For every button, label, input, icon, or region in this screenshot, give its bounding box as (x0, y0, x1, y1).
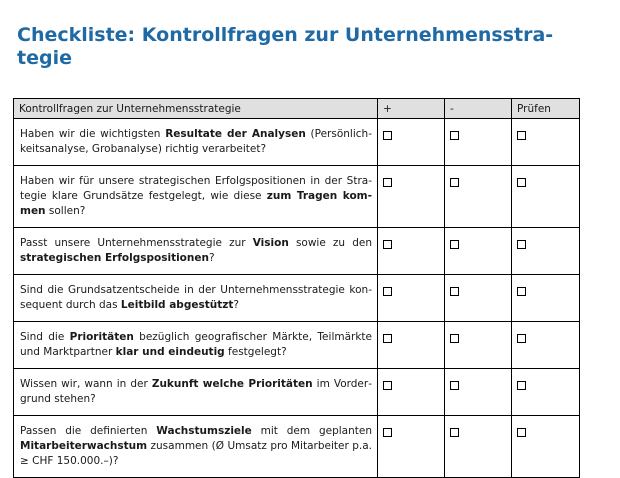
question-cell (14, 369, 378, 416)
question-emphasis: Zukunft welche Prioritäten (151, 378, 313, 390)
checkbox-minus-cell (445, 228, 512, 275)
question-cell (14, 322, 378, 369)
checkbox-check-cell (512, 228, 580, 275)
checkbox-minus-cell (445, 322, 512, 369)
question-emphasis: Wachstumsziele (156, 425, 252, 437)
checklist-body (14, 119, 580, 478)
header-minus: - (445, 99, 512, 119)
question-emphasis: klar und eindeutig (115, 346, 225, 358)
table-row (14, 228, 580, 275)
checkbox-icon[interactable] (450, 381, 459, 390)
question-emphasis: Mitarbeiterwachstum (20, 440, 148, 452)
checkbox-icon[interactable] (450, 178, 459, 187)
table-row (14, 322, 580, 369)
question-emphasis: Prioritäten (69, 331, 134, 343)
question-cell (14, 228, 378, 275)
question-emphasis: Leitbild abgestützt (120, 299, 234, 311)
checkbox-icon[interactable] (517, 131, 526, 140)
checkbox-icon[interactable] (450, 240, 459, 249)
checkbox-check-cell (512, 322, 580, 369)
question-emphasis: zum Tragen kommen (20, 190, 372, 217)
checkbox-icon[interactable] (517, 287, 526, 296)
checkbox-check-cell (512, 275, 580, 322)
checkbox-plus-cell (378, 322, 445, 369)
checkbox-icon[interactable] (517, 428, 526, 437)
question-text: Haben wir für unsere strategischen Erfolgspositionen in der Strategie klare Grundsätze festgelegt, wie diese (20, 175, 372, 202)
checkbox-plus-cell (378, 416, 445, 478)
checkbox-icon[interactable] (383, 381, 392, 390)
header-plus: + (378, 99, 445, 119)
checkbox-icon[interactable] (517, 240, 526, 249)
checkbox-icon[interactable] (383, 428, 392, 437)
question-emphasis: strategischen Erfolgspositionen (20, 252, 209, 264)
checkbox-icon[interactable] (450, 287, 459, 296)
table-row (14, 119, 580, 166)
checkbox-icon[interactable] (517, 334, 526, 343)
checkbox-icon[interactable] (383, 334, 392, 343)
checkbox-icon[interactable] (517, 178, 526, 187)
checkbox-plus-cell (378, 228, 445, 275)
checkbox-icon[interactable] (517, 381, 526, 390)
question-text: ? (208, 252, 215, 264)
question-text: ? (233, 299, 239, 311)
question-text: (Persönlichkeitsanalyse, Grobanalyse) richtig verarbeitet? (20, 128, 372, 155)
question-text: Passen die definierten (20, 425, 157, 437)
question-text: sollen? (45, 205, 86, 217)
table-header-row (14, 99, 580, 119)
question-text: sowie zu den (288, 237, 372, 249)
document-title-line-1: Checkliste: Kontrollfragen zur Unternehmensstra- (17, 24, 554, 46)
header-check: Prüfen (512, 99, 580, 119)
table-row (14, 166, 580, 228)
header-question: Kontrollfragen zur Unternehmensstrategie (14, 99, 378, 119)
checkbox-plus-cell (378, 166, 445, 228)
question-cell (14, 275, 378, 322)
checkbox-minus-cell (445, 275, 512, 322)
checkbox-check-cell (512, 166, 580, 228)
table-row (14, 275, 580, 322)
checkbox-minus-cell (445, 166, 512, 228)
question-text: Haben wir die wichtigsten (20, 128, 166, 140)
question-emphasis: Resultate der Analysen (165, 128, 306, 140)
question-text: Sind die Grundsatzentscheide in der Unternehmensstrategie konsequent durch das (20, 284, 372, 311)
document-title-line-2: tegie (17, 47, 72, 69)
checkbox-minus-cell (445, 416, 512, 478)
checkbox-icon[interactable] (383, 287, 392, 296)
question-text: bezüglich geografischer Märkte, Teilmärkte und Marktpartner (20, 331, 372, 358)
question-text: im Vordergrund stehen? (20, 378, 372, 405)
checkbox-plus-cell (378, 369, 445, 416)
checkbox-check-cell (512, 416, 580, 478)
checkbox-icon[interactable] (383, 240, 392, 249)
table-row (14, 369, 580, 416)
checkbox-plus-cell (378, 119, 445, 166)
checkbox-icon[interactable] (383, 178, 392, 187)
question-text: zusammen (Ø Umsatz pro Mitarbeiter p.a. ≥ CHF 150.000.–)? (20, 440, 372, 467)
question-text: Passt unsere Unternehmensstrategie zur (20, 237, 253, 249)
checkbox-icon[interactable] (383, 131, 392, 140)
question-text: mit dem geplanten (251, 425, 372, 437)
question-cell (14, 166, 378, 228)
checkbox-icon[interactable] (450, 131, 459, 140)
question-emphasis: Vision (252, 237, 289, 249)
question-cell (14, 119, 378, 166)
question-text: Sind die (20, 331, 70, 343)
question-text: festgelegt? (224, 346, 287, 358)
checkbox-check-cell (512, 369, 580, 416)
question-text: Wissen wir, wann in der (20, 378, 152, 390)
checkbox-plus-cell (378, 275, 445, 322)
checkbox-check-cell (512, 119, 580, 166)
checkbox-icon[interactable] (450, 334, 459, 343)
checkbox-minus-cell (445, 369, 512, 416)
question-cell (14, 416, 378, 478)
checkbox-minus-cell (445, 119, 512, 166)
document-title (17, 24, 577, 70)
checklist-table (13, 98, 580, 478)
table-row (14, 416, 580, 478)
checkbox-icon[interactable] (450, 428, 459, 437)
